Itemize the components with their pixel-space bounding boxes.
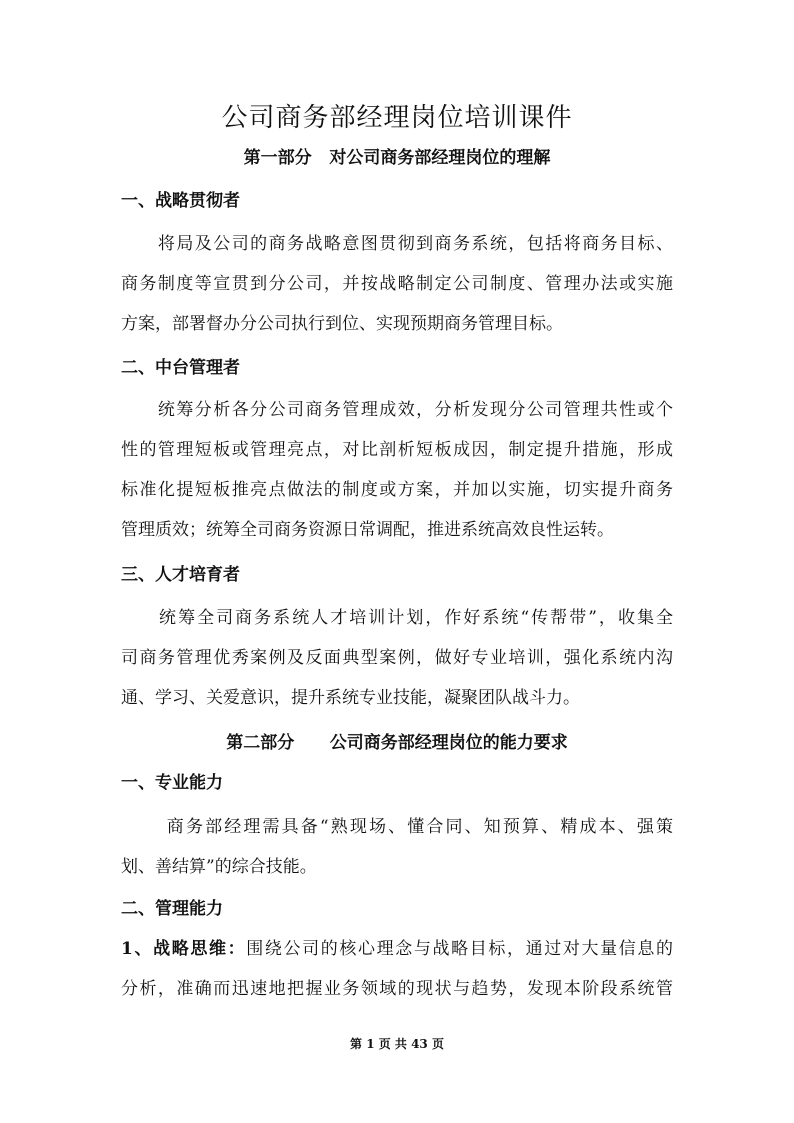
paragraph-line [121,929,673,969]
subitem-label: 1、战略思维： [121,939,247,959]
paragraph-middle-manager [121,390,673,550]
paragraph-line: 性的管理短板或管理亮点，对比剖析短板成因，制定提升措施，形成 [121,440,673,460]
paragraph-line: 商务制度等宣贯到分公司，并按战略制定公司制度、管理办法或实施 [121,274,673,294]
paragraph-talent-cultivator [121,598,673,718]
part1-title: 第一部分 对公司商务部经理岗位的理解 [243,148,551,168]
paragraph-line: 司商务管理优秀案例及反面典型案例，做好专业培训，强化系统内沟 [121,648,673,668]
section-heading-management-ability: 二、管理能力 [121,899,223,919]
section-heading-middle-manager: 二、中台管理者 [121,358,240,378]
paragraph-line: 分析，准确而迅速地把握业务领域的现状与趋势，发现本阶段系统管 [121,979,673,999]
paragraph-line: 划、善结算”的综合技能。 [121,857,317,877]
paragraph-line: 统筹全司商务系统人才培训计划，作好系统“传帮带”，收集全 [121,608,673,628]
paragraph-line: 统筹分析各分公司商务管理成效，分析发现分公司管理共性或个 [121,400,673,420]
page-footer: 第 1 页 共 43 页 [350,1037,444,1051]
paragraph-strategy-implementer [121,224,673,344]
paragraph-professional-ability [121,807,673,887]
subitem-text: 围绕公司的核心理念与战略目标，通过对大量信息的 [246,939,673,959]
part2-title: 第二部分 公司商务部经理岗位的能力要求 [226,733,568,753]
section-heading-talent-cultivator: 三、人才培育者 [121,565,240,585]
paragraph-strategic-thinking [121,929,673,1009]
paragraph-line: 将局及公司的商务战略意图贯彻到商务系统，包括将商务目标、 [121,234,673,254]
document-title: 公司商务部经理岗位培训课件 [221,103,573,133]
paragraph-line: 通、学习、关爱意识，提升系统专业技能，凝聚团队战斗力。 [121,688,580,708]
section-heading-professional-ability: 一、专业能力 [121,773,223,793]
paragraph-line: 商务部经理需具备“熟现场、懂合同、知预算、精成本、强策 [121,817,673,837]
paragraph-line: 方案，部署督办分公司执行到位、实现预期商务管理目标。 [121,314,563,334]
paragraph-line: 标准化提短板推亮点做法的制度或方案，并加以实施，切实提升商务 [121,480,673,500]
paragraph-line: 管理质效；统筹全司商务资源日常调配，推进系统高效良性运转。 [121,520,614,540]
section-heading-strategy-implementer: 一、战略贯彻者 [121,191,240,211]
